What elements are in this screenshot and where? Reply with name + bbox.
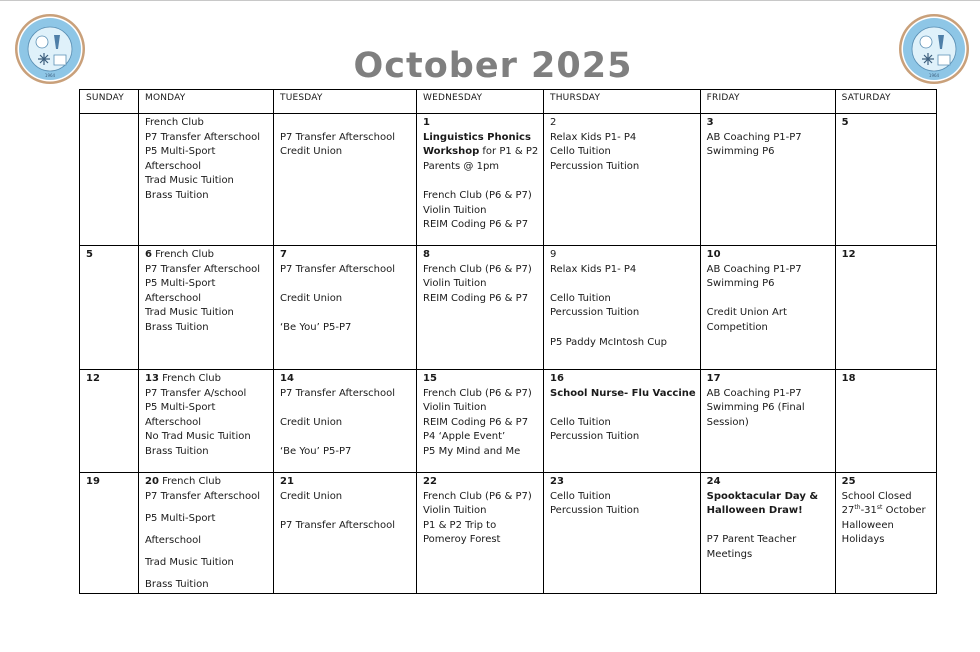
event-text: French Club xyxy=(151,249,215,260)
event-text: Violin Tuition xyxy=(423,402,487,414)
day-cell xyxy=(835,370,936,473)
event-text: P7 Transfer Afterschool xyxy=(145,263,261,275)
day-cell xyxy=(544,114,701,246)
event-text: P1 & P2 Trip to xyxy=(423,519,497,531)
event-text: P7 Transfer Afterschool xyxy=(280,519,396,531)
event-text: Violin Tuition xyxy=(423,278,487,290)
event-text: Afterschool xyxy=(145,534,202,546)
event-text: Relax Kids P1- P4 xyxy=(550,131,637,143)
day-cell xyxy=(544,246,701,370)
event-text: Trad Music Tuition xyxy=(145,175,234,187)
event-text: Brass Tuition xyxy=(145,578,209,590)
event-text: Cello Tuition xyxy=(550,416,611,428)
event-text: Credit Union xyxy=(280,490,343,502)
day-cell xyxy=(139,370,274,473)
day-cell xyxy=(417,370,544,473)
event-text: P7 Transfer Afterschool xyxy=(280,131,396,143)
event-text: French Club (P6 & P7) xyxy=(423,263,532,275)
day-number: 5 xyxy=(86,249,93,260)
event-text: Workshop xyxy=(423,146,480,158)
event-text: Swimming P6 (Final xyxy=(706,402,805,414)
week-row-2 xyxy=(80,246,937,370)
event-text: Halloween Draw! xyxy=(706,505,803,517)
event-text: School Nurse- Flu Vaccine xyxy=(550,387,696,399)
day-number: 8 xyxy=(423,249,430,260)
day-cell xyxy=(544,370,701,473)
day-cell xyxy=(274,473,417,594)
day-cell xyxy=(700,370,835,473)
week-row-1 xyxy=(80,114,937,246)
header-friday: FRIDAY xyxy=(700,90,835,114)
day-number: 10 xyxy=(706,249,721,260)
superscript: th xyxy=(854,504,861,512)
day-cell xyxy=(417,473,544,594)
event-text: Parents @ 1pm xyxy=(423,160,500,172)
event-text: 27 xyxy=(841,505,855,517)
week-row-4 xyxy=(80,473,937,594)
day-cell xyxy=(700,473,835,594)
day-cell xyxy=(544,473,701,594)
event-text: P7 Transfer Afterschool xyxy=(280,387,396,399)
day-number: 3 xyxy=(706,117,714,128)
header-tuesday: TUESDAY xyxy=(274,90,417,114)
header-row xyxy=(80,90,937,114)
day-cell xyxy=(700,114,835,246)
event-text: Relax Kids P1- P4 xyxy=(550,263,637,275)
event-text: French Club xyxy=(158,476,221,487)
day-number: 12 xyxy=(86,373,100,384)
event-text: ‘Be You’ P5-P7 xyxy=(280,445,352,457)
event-text: AB Coaching P1-P7 xyxy=(706,387,802,399)
day-cell xyxy=(80,370,139,473)
event-text: Swimming P6 xyxy=(706,146,775,158)
week-row-3 xyxy=(80,370,937,473)
day-cell xyxy=(417,114,544,246)
header-thursday: THURSDAY xyxy=(544,90,701,114)
day-number: 1 xyxy=(423,117,430,128)
header-sunday: SUNDAY xyxy=(80,90,139,114)
event-text: Brass Tuition xyxy=(145,445,209,457)
event-text: P5 Multi-Sport xyxy=(145,512,216,524)
calendar-table xyxy=(79,89,937,594)
event-text: Cello Tuition xyxy=(550,490,611,502)
day-number: 19 xyxy=(86,476,100,487)
event-text: Swimming P6 xyxy=(706,278,775,290)
day-number: 25 xyxy=(841,476,856,487)
day-number: 9 xyxy=(550,249,557,260)
event-text: French Club (P6 & P7) xyxy=(423,490,532,502)
svg-text:1964: 1964 xyxy=(44,73,56,78)
event-text: French Club xyxy=(145,117,204,128)
event-text: Session) xyxy=(706,416,749,428)
day-cell xyxy=(80,246,139,370)
event-text: AB Coaching P1-P7 xyxy=(706,263,802,275)
event-text: Trad Music Tuition xyxy=(145,307,234,319)
event-text: Percussion Tuition xyxy=(550,431,640,443)
event-text: October xyxy=(882,505,926,517)
event-text: Competition xyxy=(706,321,768,333)
event-text: Credit Union xyxy=(280,416,343,428)
event-text: Trad Music Tuition xyxy=(145,556,234,568)
event-text: P7 Transfer Afterschool xyxy=(145,490,261,502)
day-number: 17 xyxy=(706,373,721,384)
day-cell xyxy=(835,246,936,370)
event-text: for P1 & P2 xyxy=(479,146,539,158)
day-number: 24 xyxy=(706,476,721,487)
event-text: P7 Parent Teacher xyxy=(706,534,797,546)
day-cell xyxy=(80,473,139,594)
event-text: Violin Tuition xyxy=(423,505,487,517)
header-saturday: SATURDAY xyxy=(835,90,936,114)
event-text: Meetings xyxy=(706,548,753,560)
event-text: Credit Union xyxy=(280,146,343,158)
day-number: 18 xyxy=(841,373,856,384)
day-number: 2 xyxy=(550,117,557,128)
event-text: Afterschool xyxy=(145,292,202,304)
day-number: 5 xyxy=(841,117,849,128)
top-border-line xyxy=(0,0,980,1)
event-text: Percussion Tuition xyxy=(550,505,640,517)
event-text: Holidays xyxy=(841,534,885,546)
event-text: French Club xyxy=(158,373,221,384)
day-cell xyxy=(139,114,274,246)
day-number: 13 xyxy=(145,373,159,384)
event-text: P4 ‘Apple Event’ xyxy=(423,431,506,443)
event-text: French Club (P6 & P7) xyxy=(423,387,532,399)
day-cell xyxy=(835,114,936,246)
event-text: Spooktacular Day & xyxy=(706,490,819,502)
day-number: 12 xyxy=(841,249,856,260)
day-cell xyxy=(274,114,417,246)
event-text: Afterschool xyxy=(145,160,202,172)
event-text: -31 xyxy=(860,505,877,517)
event-text: Brass Tuition xyxy=(145,321,209,333)
day-number: 6 xyxy=(145,249,152,260)
event-text: Violin Tuition xyxy=(423,204,487,216)
day-cell xyxy=(80,114,139,246)
day-number: 21 xyxy=(280,476,294,487)
day-number: 23 xyxy=(550,476,564,487)
event-text: P7 Transfer Afterschool xyxy=(145,131,261,143)
event-text: Cello Tuition xyxy=(550,292,611,304)
day-number: 20 xyxy=(145,476,159,487)
event-text: French Club (P6 & P7) xyxy=(423,189,532,201)
superscript: st xyxy=(876,504,883,512)
event-text: Linguistics Phonics xyxy=(423,131,531,143)
day-number: 16 xyxy=(550,373,564,384)
event-text: Percussion Tuition xyxy=(550,160,640,172)
day-number: 14 xyxy=(280,373,294,384)
event-text: P5 Multi-Sport xyxy=(145,278,216,290)
event-text: School Closed xyxy=(841,490,912,502)
event-text: REIM Coding P6 & P7 xyxy=(423,219,529,231)
day-number: 22 xyxy=(423,476,437,487)
event-text: P5 Paddy McIntosh Cup xyxy=(550,336,667,348)
event-text: P5 Multi-Sport xyxy=(145,402,216,414)
day-cell xyxy=(139,473,274,594)
event-text: Pomeroy Forest xyxy=(423,534,501,546)
day-cell xyxy=(274,246,417,370)
event-text: Afterschool xyxy=(145,416,202,428)
day-cell xyxy=(417,246,544,370)
header-wednesday: WEDNESDAY xyxy=(417,90,544,114)
page-title: October 2025 xyxy=(353,46,633,86)
event-text: P7 Transfer A/school xyxy=(145,387,247,399)
event-text: P7 Transfer Afterschool xyxy=(280,263,396,275)
event-text: Credit Union xyxy=(280,292,343,304)
event-text: AB Coaching P1-P7 xyxy=(706,131,802,143)
event-text: P5 My Mind and Me xyxy=(423,445,521,457)
svg-text:1964: 1964 xyxy=(928,73,940,78)
day-number: 7 xyxy=(280,249,287,260)
event-text: ‘Be You’ P5-P7 xyxy=(280,321,352,333)
event-text: Percussion Tuition xyxy=(550,307,640,319)
day-cell xyxy=(700,246,835,370)
event-text: P5 Multi-Sport xyxy=(145,146,216,158)
day-number: 15 xyxy=(423,373,437,384)
event-text: Credit Union Art xyxy=(706,307,787,319)
day-cell xyxy=(835,473,936,594)
event-text: REIM Coding P6 & P7 xyxy=(423,292,529,304)
day-cell xyxy=(139,246,274,370)
day-cell xyxy=(274,370,417,473)
event-text: Halloween xyxy=(841,519,894,531)
header-monday: MONDAY xyxy=(139,90,274,114)
event-text: REIM Coding P6 & P7 xyxy=(423,416,529,428)
event-text: Cello Tuition xyxy=(550,146,611,158)
event-text: Brass Tuition xyxy=(145,189,209,201)
event-text: No Trad Music Tuition xyxy=(145,431,251,443)
